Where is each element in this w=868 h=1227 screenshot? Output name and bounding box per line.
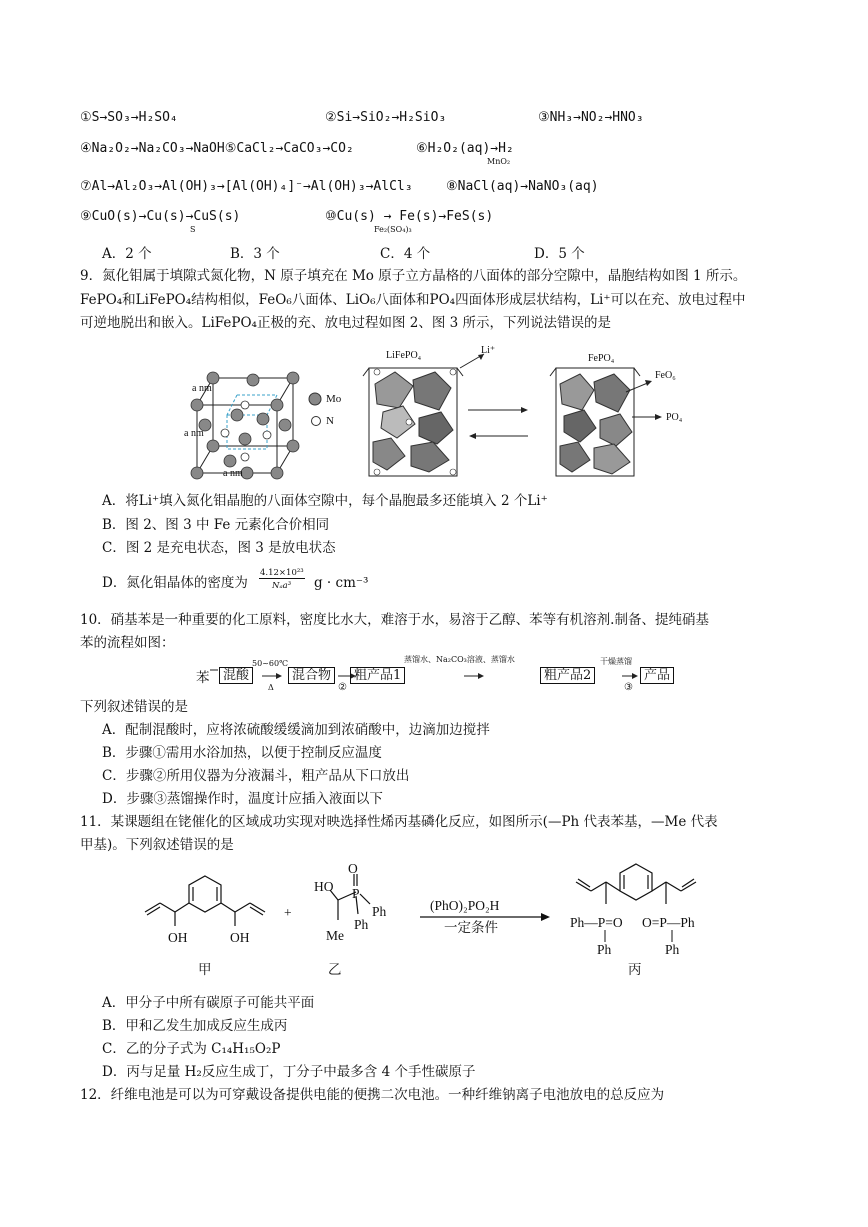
- fig2-li-label: Li⁺: [481, 345, 496, 356]
- jia-oh-right: OH: [230, 930, 250, 945]
- compound-jia-structure: [135, 868, 285, 948]
- q8-option-b: B．3 个: [230, 246, 280, 262]
- label-yi: 乙: [328, 962, 342, 978]
- fig3-po-arrow: [632, 412, 664, 422]
- q9-option-a: A．将Li⁺填入氮化钼晶胞的八面体空隙中，每个晶胞最多还能填入 2 个Li⁺: [102, 493, 548, 509]
- q10-stem-line2: 苯的流程如图：: [80, 635, 175, 651]
- q8-item-4-5: ④Na₂O₂→Na₂CO₃→NaOH⑤CaCl₂→CaCO₃→CO₂: [80, 141, 354, 156]
- flow-box-product: 产品: [640, 667, 674, 684]
- flow-box-crude2: 粗产品2: [540, 667, 595, 684]
- fig3-po-label: PO₄: [666, 412, 683, 423]
- fig1-a-bottom: a nm: [223, 468, 243, 479]
- q8-option-c: C．4 个: [380, 246, 431, 262]
- flow-box-mixed-acid: 混酸: [219, 667, 253, 684]
- q8-item-6: ⑥H₂O₂(aq)→H₂: [416, 141, 514, 156]
- fig1-legend-mo-symbol: [308, 392, 322, 406]
- yi-p: P: [352, 886, 360, 901]
- q8-item-6-catalyst: MnO₂: [487, 157, 511, 166]
- q11-option-d: D．丙与足量 H₂反应生成丁，丁分子中最多含 4 个手性碳原子: [102, 1064, 476, 1080]
- q11-stem-line1: 11．某课题组在铑催化的区域成功实现对映选择性烯丙基磷化反应，如图所示(—Ph 代表苯基，—Me 代表: [80, 814, 718, 830]
- bing-left-p: Ph—P=O: [570, 915, 623, 930]
- q9-density-numerator: 4.12×10²³: [260, 568, 304, 578]
- q8-item-1: ①S→SO₃→H₂SO₄: [80, 110, 178, 125]
- bing-p-bonds: [600, 930, 680, 944]
- yi-ph2: Ph: [354, 917, 369, 932]
- fig2-lifepo4-structure: [363, 362, 463, 480]
- q10-option-c: C．步骤②所用仪器为分液漏斗，粗产品从下口放出: [102, 768, 410, 784]
- q11-option-c: C．乙的分子式为 C₁₄H₁₅O₂P: [102, 1041, 281, 1057]
- fig1-legend-n: N: [326, 415, 334, 427]
- bing-right-ph: Ph: [665, 942, 680, 957]
- q9-option-c: C．图 2 是充电状态，图 3 是放电状态: [102, 540, 336, 556]
- compound-bing-structure: [566, 858, 716, 922]
- q9-stem-line3: 可逆地脱出和嵌入。LiFePO₄正极的充、放电过程如图 2、图 3 所示，下列说法错误的是: [80, 315, 612, 331]
- q8-item-9: ⑨CuO(s)→Cu(s)→CuS(s): [80, 209, 241, 224]
- q8-option-d: D．5 个: [534, 246, 585, 262]
- scheme-reagent: (PhO)₂PO₂H: [430, 898, 500, 913]
- fig2-title: LiFePO₄: [386, 350, 422, 361]
- q8-option-a: A．2 个: [102, 246, 152, 262]
- q9-option-b: B．图 2、图 3 中 Fe 元素化合价相同: [102, 517, 330, 533]
- label-bing: 丙: [628, 962, 642, 978]
- fig3-feo-label: FeO₆: [655, 370, 676, 381]
- scheme-plus: +: [284, 905, 292, 920]
- fig3-title: FePO₄: [588, 353, 615, 364]
- flow-box-mixture: 混合物: [288, 667, 335, 684]
- q9-density-denominator: Nₐa³: [272, 581, 292, 591]
- flow-arrow-1: [262, 672, 284, 680]
- q11-option-a: A．甲分子中所有碳原子可能共平面: [102, 995, 315, 1011]
- fig3-feo-arrow: [626, 376, 656, 396]
- label-jia: 甲: [198, 962, 212, 978]
- q9-stem-line2: FePO₄和LiFePO₄结构相似，FeO₆八面体、LiO₆八面体和PO₄四面体形成层状结构，Li⁺可以在充、放电过程中: [80, 292, 746, 308]
- q8-item-8: ⑧NaCl(aq)→NaNO₃(aq): [446, 179, 599, 194]
- q9-option-d: D．氮化钼晶体的密度为: [102, 575, 248, 591]
- q10-option-d: D．步骤③蒸馏操作时，温度计应插入液面以下: [102, 791, 383, 807]
- flow-wash-reagents: 蒸馏水、Na₂CO₃溶液、蒸馏水: [404, 655, 515, 664]
- flow-arrow-3: [464, 672, 486, 680]
- q8-item-9-reagent: S: [190, 225, 196, 234]
- q9-stem-line1: 9．氮化钼属于填隙式氮化物，N 原子填充在 Mo 原子立方晶格的八面体的部分空隙中，晶胞结构如图 1 所示。: [80, 268, 747, 284]
- flow-benzene: 苯: [196, 670, 210, 686]
- flow-box-crude1: 粗产品1: [350, 667, 405, 684]
- flow-step2: ②: [338, 682, 347, 693]
- q10-option-b: B．步骤①需用水浴加热，以便于控制反应温度: [102, 745, 382, 761]
- yi-ho: HO: [314, 879, 334, 894]
- q11-option-b: B．甲和乙发生加成反应生成丙: [102, 1018, 288, 1034]
- q8-item-2: ②Si→SiO₂→H₂SiO₃: [325, 110, 447, 125]
- q10-option-a: A．配制混酸时，应将浓硫酸缓缓滴加到浓硝酸中，边滴加边搅拌: [102, 722, 490, 738]
- flow-delta: Δ: [268, 683, 274, 692]
- q12-stem-line1: 12．纤维电池是可以为可穿戴设备提供电能的便携二次电池。一种纤维钠离子电池放电的总反应为: [80, 1087, 665, 1103]
- q8-item-10: ⑩Cu(s) → Fe(s)→FeS(s): [325, 209, 494, 224]
- bing-left-ph: Ph: [597, 942, 612, 957]
- q8-item-7: ⑦Al→Al₂O₃→Al(OH)₃→[Al(OH)₄]⁻→Al(OH)₃→AlCl₃: [80, 179, 413, 194]
- scheme-condition: 一定条件: [444, 920, 498, 936]
- q10-lead: 下列叙述错误的是: [80, 699, 188, 715]
- flow-dry-distill: 干燥蒸馏: [600, 657, 632, 666]
- q8-item-10-reagent: Fe₂(SO₄)₃: [374, 225, 412, 234]
- flow-step3: ③: [624, 682, 633, 693]
- charge-discharge-arrows: [466, 400, 531, 445]
- fig1-legend-mo: Mo: [326, 393, 342, 405]
- q8-item-3: ③NH₃→NO₂→HNO₃: [538, 110, 644, 125]
- yi-o: O: [348, 861, 358, 876]
- fig1-a-left: a nm: [184, 428, 204, 439]
- jia-oh-left: OH: [168, 930, 188, 945]
- q10-stem-line1: 10．硝基苯是一种重要的化工原料，密度比水大，难溶于水，易溶于乙醇、苯等有机溶剂.制备、提纯硝基: [80, 612, 709, 628]
- yi-me: Me: [326, 928, 344, 943]
- fig1-legend-n-symbol: [310, 415, 322, 427]
- fig1-a-top: a nm: [192, 383, 212, 394]
- q9-density-unit: g · cm⁻³: [314, 575, 369, 591]
- flow-temp: 50~60℃: [252, 659, 289, 668]
- bing-right-p: O=P—Ph: [642, 915, 695, 930]
- q11-stem-line2: 甲基)。下列叙述错误的是: [80, 837, 234, 853]
- yi-ph1: Ph: [372, 904, 387, 919]
